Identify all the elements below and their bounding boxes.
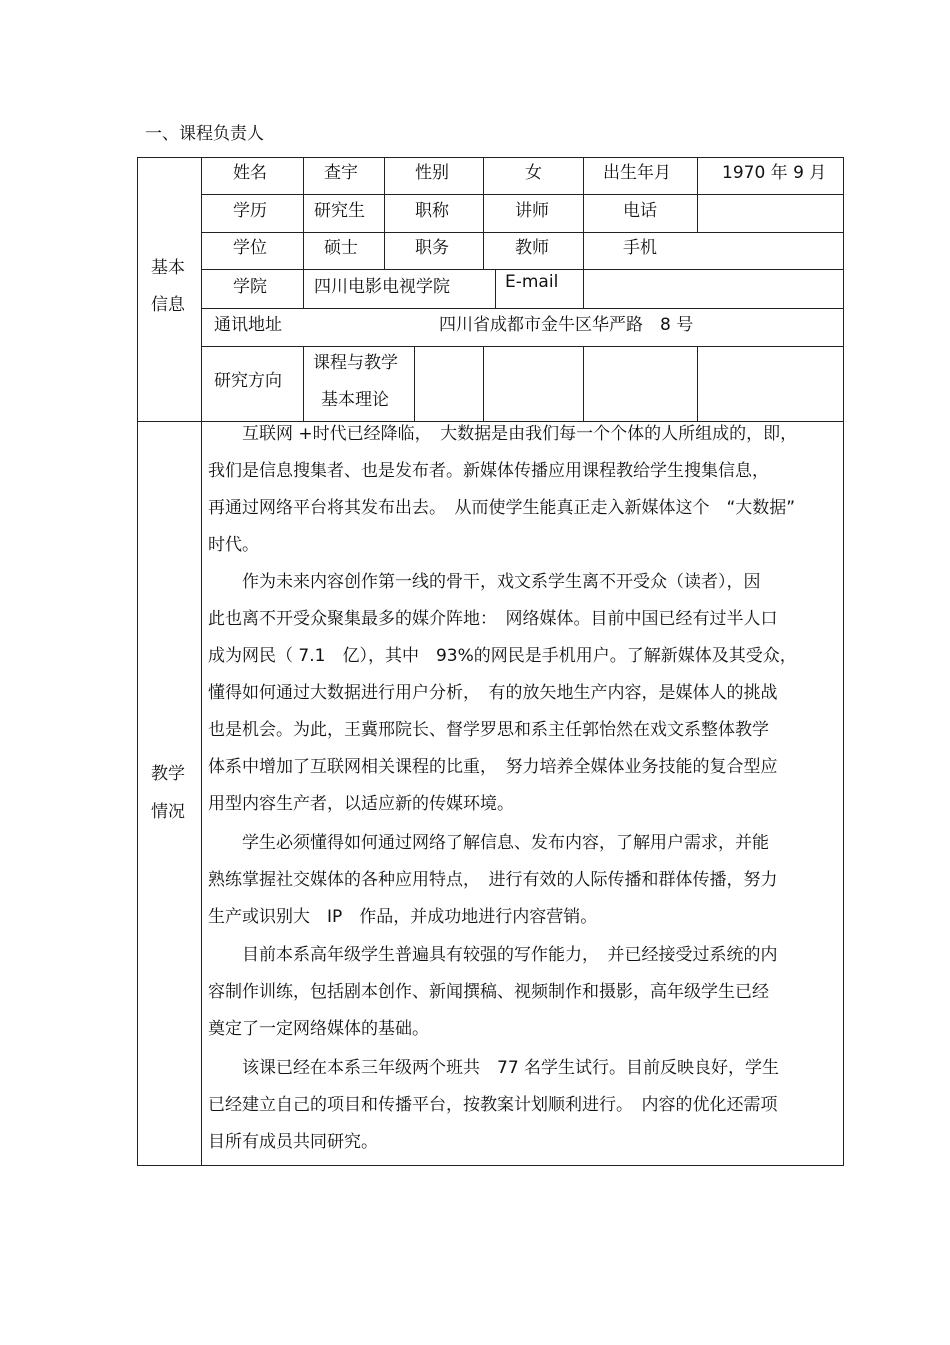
- text-line: 该课已经在本系三年级两个班共 77 名学生试行。目前反映良好，学生: [208, 1058, 780, 1078]
- text-line: 互联网 +时代已经降临， 大数据是由我们每一个个体的人所组成的，即，: [208, 424, 798, 444]
- research-value-line-2: 基本理论: [321, 390, 389, 410]
- teaching-paragraph-3: [208, 825, 838, 936]
- research-value-line-1: 课程与教学: [313, 353, 398, 373]
- email-label: E-mail: [505, 272, 559, 292]
- text-line: 用型内容生产者，以适应新的传媒环境。: [208, 794, 514, 814]
- row-divider: [201, 346, 844, 347]
- col-divider: [697, 157, 698, 232]
- degree-value: 硕士: [324, 238, 358, 258]
- college-value: 四川电影电视学院: [314, 277, 450, 297]
- text-line: 再通过网络平台将其发布出去。 从而使学生能真正走入新媒体这个 “大数据”: [208, 498, 796, 518]
- text-line: 生产或识别大 IP 作品，并成功地进行内容营销。: [208, 907, 598, 927]
- col-divider: [483, 346, 484, 421]
- row-divider: [201, 269, 844, 270]
- text-line: 目所有成员共同研究。: [208, 1132, 378, 1152]
- col-divider: [483, 157, 484, 269]
- table-border-bottom: [137, 1165, 844, 1166]
- section-title: 一、课程负责人: [145, 124, 264, 144]
- text-line: 熟练掌握社交媒体的各种应用特点， 进行有效的人际传播和群体传播，努力: [208, 870, 778, 890]
- degree-label: 学位: [233, 238, 267, 258]
- teaching-paragraph-2: [208, 564, 838, 823]
- text-line: 已经建立自己的项目和传播平台，按教案计划顺利进行。 内容的优化还需项: [208, 1095, 778, 1115]
- phone-label: 电话: [623, 201, 657, 221]
- col-divider: [495, 269, 496, 308]
- edu-value: 研究生: [314, 201, 365, 221]
- title-value: 讲师: [515, 201, 549, 221]
- mobile-label: 手机: [623, 238, 657, 258]
- col-divider: [697, 346, 698, 421]
- birth-value: 1970 年 9 月: [722, 163, 827, 183]
- col-divider: [583, 346, 584, 421]
- post-label: 职务: [415, 238, 449, 258]
- address-label: 通讯地址: [214, 315, 282, 335]
- text-line: 此也离不开受众聚集最多的媒介阵地： 网络媒体。目前中国已经有过半人口: [208, 609, 778, 629]
- table-border-left: [137, 157, 138, 1166]
- teaching-paragraph-1: [208, 416, 838, 564]
- text-line: 目前本系高年级学生普遍具有较强的写作能力， 并已经接受过系统的内: [208, 945, 778, 965]
- text-line: 我们是信息搜集者、也是发布者。新媒体传播应用课程教给学生搜集信息，: [208, 461, 769, 481]
- teaching-paragraph-5: [208, 1050, 838, 1161]
- text-line: 也是机会。为此，王冀邢院长、督学罗思和系主任郭怡然在戏文系整体教学: [208, 720, 769, 740]
- name-label: 姓名: [233, 163, 267, 183]
- row-divider: [201, 194, 844, 195]
- text-line: 奠定了一定网络媒体的基础。: [208, 1019, 429, 1039]
- col-divider: [583, 269, 584, 308]
- text-line: 体系中增加了互联网相关课程的比重， 努力培养全媒体业务技能的复合型应: [208, 757, 778, 777]
- teaching-label-1: 教学: [151, 764, 185, 784]
- gender-value: 女: [525, 163, 542, 183]
- basic-info-label-1: 基本: [151, 258, 185, 278]
- text-line: 时代。: [208, 535, 259, 555]
- col-divider: [303, 157, 304, 308]
- text-line: 作为未来内容创作第一线的骨干，戏文系学生离不开受众（读者），因: [208, 572, 761, 592]
- col-divider: [303, 346, 304, 421]
- basic-info-label-2: 信息: [151, 295, 185, 315]
- text-line: 成为网民（ 7.1 亿），其中 93%的网民是手机用户。了解新媒体及其受众，: [208, 646, 797, 666]
- teaching-label-2: 情况: [151, 802, 185, 822]
- edu-label: 学历: [233, 201, 267, 221]
- text-line: 容制作训练，包括剧本创作、新闻撰稿、视频制作和摄影，高年级学生已经: [208, 982, 769, 1002]
- text-line: 学生必须懂得如何通过网络了解信息、发布内容，了解用户需求，并能: [208, 833, 769, 853]
- name-value: 查宇: [324, 163, 358, 183]
- birth-label: 出生年月: [603, 163, 671, 183]
- teaching-paragraph-4: [208, 937, 838, 1048]
- research-label: 研究方向: [214, 371, 282, 391]
- gender-label: 性别: [415, 163, 449, 183]
- address-value: 四川省成都市金牛区华严路 8 号: [439, 315, 694, 335]
- col-divider: [583, 157, 584, 269]
- text-line: 懂得如何通过大数据进行用户分析， 有的放矢地生产内容，是媒体人的挑战: [208, 683, 778, 703]
- row-divider: [201, 308, 844, 309]
- post-value: 教师: [515, 238, 549, 258]
- title-label: 职称: [415, 201, 449, 221]
- col-divider: [414, 346, 415, 421]
- col-divider: [384, 157, 385, 269]
- college-label: 学院: [233, 277, 267, 297]
